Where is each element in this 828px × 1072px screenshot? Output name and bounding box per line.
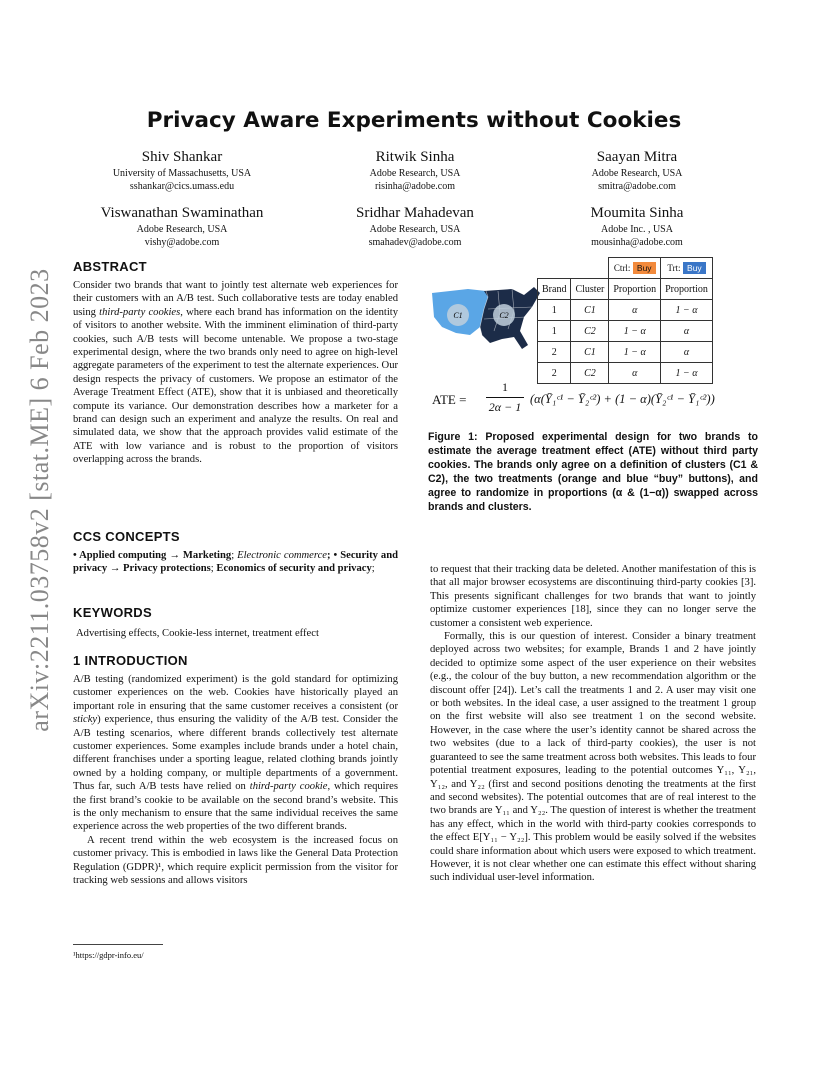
blue-buy-button: Buy [683,262,706,274]
author-block [295,148,535,193]
abstract-heading: ABSTRACT [73,259,147,274]
arxiv-id: arXiv:2211.03758v2 [stat.ME] 6 Feb 2023 [25,268,54,732]
author-affiliation: Adobe Research, USA [369,224,461,235]
abstract-text [73,279,398,467]
ctrl-header [609,258,661,279]
author-email: risinha@adobe.com [374,181,456,192]
intro-emphasis: sticky [73,714,98,726]
intro-text-part: ) experience, thus ensuring the validity of the A/B test. Consider the A/B testing scenarios, where different brands collectively test alternate customer experiences. Some examples include brands under a hotel chain, different franchises under a sporting league, related clothing brands jointly owned by a holding company, or multiple departments of a government. Thus far, such A/B tests have relied on [73,714,398,793]
table-cell: C2 [571,321,609,342]
author-affiliation: Adobe Research, USA [591,168,683,179]
ccs-heading: CCS CONCEPTS [73,529,180,544]
abstract-text-part: Consider two brands that want to jointly test alternate web experiences for their customers with an A/B test. Such collaborative tests are today enabled using [73,280,398,318]
author-name: Saayan Mitra [596,149,678,165]
table-cell: 1 − α [661,300,713,321]
author-block [62,148,302,193]
author-block [295,204,535,249]
author-name: Sridhar Mahadevan [356,205,474,221]
formula-rhs: (α(Ȳ₁ᶜ¹ − Ȳ₂ᶜ²) + (1 − α)(Ȳ₂ᶜ¹ − Ȳ₁ᶜ²)) [530,392,715,406]
ccs-sep: ; [231,550,238,561]
table-cell: 1 − α [609,342,661,363]
paragraph: Formally, this is our question of interest. Consider a binary treatment deployed across two websites; for example, Brands 1 and 2 have jointly decided to optimize some aspect of the user experience on their websites (e.g., the colour of the buy button, a new recommendation algorithm or the discount offer [24]). Let’s call the treatments 1 and 2. A user may visit one or both websites. In the ideal case, a user assigned to the treatment 1 group on the first website will also see treatment 1 on the second website. However, in the case where the user’s identity cannot be shared across the two websites (due to a lack of third-party cookies), the user is not guaranteed to see the same treatment across both websites. This leads to four potential treatment exposures, leading to the potential outcomes Y₁₁, Y₂₁, Y₁₂, and Y₂₂ (first and second positions denoting the treatments at the first and second websites). The potential outcomes that are of real interest to the two brands are Y₁₁ and Y₂₂. The question of interest is whether the treatment has any effect, which in the world with third-party cookies corresponds to the effect E[Y₁₁ − Y₂₂]. This problem would be easily solved if the websites could share information about which users were exposed to which treatment. However, it is not clear whether one can estimate this effect without sharing such individual user-level information. [430,631,756,884]
author-email: smitra@adobe.com [598,181,676,192]
keywords-heading: KEYWORDS [73,605,152,620]
table-header-cell: Proportion [609,279,661,300]
figure-caption: Figure 1: Proposed experimental design for two brands to estimate the average treatment effect (ATE) without third party cookies. The brands only agree on a definition of clusters (C1 & C2), the two treatments (orange and blue “buy” buttons), and agree to randomize in proportions (α & (1−α)) swapped across brands and clusters. [428,431,758,513]
paragraph: to request that their tracking data be deleted. Another manifestation of this is that all major browser ecosystems are discontinuing third-party cookies [3]. This presents significant challenges for two brands that want to jointly optimize customer experiences [18], since they can no longer serve the customer a consistent web experience. [430,564,756,629]
us-map [428,283,546,353]
table-cell: 2 [538,363,571,384]
author-name: Moumita Sinha [590,205,684,221]
ccs-sep: ; [210,563,217,575]
fraction-bar [486,397,524,398]
table-cell: α [661,321,713,342]
trt-header [661,258,713,279]
trt-label: Trt: [667,263,681,273]
ccs-concept: ; • Security and privacy → Privacy protections [73,550,399,575]
author-name: Shiv Shankar [141,149,223,165]
ccs-concept: • Applied computing → Marketing [73,550,232,561]
table-row [538,342,713,363]
author-affiliation: University of Massachusetts, USA [112,168,252,179]
intro-text-part: , which requires the first brand’s cookie to be available on the second brand’s website. This is the only mechanism to ensure that the same individual receives the same experience across the web properties of the two different brands. [73,781,398,833]
map-c2-label: C2 [499,311,509,320]
author-affiliation: Adobe Research, USA [369,168,461,179]
intro-text-part: A/B testing (randomized experiment) is the gold standard for optimizing customer experiences on the web. Cookies have historically played an important role in ensuring that the same customer receives a consistent (or [73,674,398,712]
ccs-text [73,549,398,576]
author-email: mousinha@adobe.com [591,237,683,248]
ctrl-label: Ctrl: [613,263,631,273]
table-cell: 1 [538,300,571,321]
table-header-cell: Proportion [661,279,713,300]
author-affiliation: Adobe Inc. , USA [601,224,673,235]
author-name: Viswanathan Swaminathan [100,205,264,221]
right-column-text [430,563,756,885]
author-name: Ritwik Sinha [375,149,455,165]
table-cell: C2 [571,363,609,384]
intro-text [73,673,398,888]
footnote-rule [73,944,163,945]
keywords-text: Advertising effects, Cookie-less internet, treatment effect [76,628,319,639]
assignment-table [537,257,713,384]
blank-cell [538,258,571,279]
author-block [517,148,757,193]
table-cell: α [661,342,713,363]
author-email: smahadev@adobe.com [368,237,462,248]
intro-heading: 1 INTRODUCTION [73,653,188,668]
table-cell: 1 − α [661,363,713,384]
table-row [538,321,713,342]
table-header-cell: Cluster [571,279,609,300]
abstract-emphasis: third-party cookies [99,306,181,318]
formula-lhs: ATE = [432,392,467,407]
table-cell: 2 [538,342,571,363]
abstract-text-part: , where each brand has information on the identity of visitors to another website. With the imminent elimination of third-party cookies, such A/B tests will become untenable. We propose a two-stage experimental design, where the two brands only need to agree on high-level aggregate parameters of the experiment to test the alternate experiences. Our design respects the privacy of customers. We propose an estimator of the Average Treatment Effect (ATE), show that it is unbiased and theoretically compute its variance. Our demonstration describes how a marketer for a brand can design such an experiment and analyze the results. On real and simulated data, we show that the approach provides valid estimate of the ATE with low variance and is robust to the proportion of visitors overlapping across the brands. [73,306,399,466]
intro-paragraph: A recent trend within the web ecosystem is the increased focus on customer privacy. This is embodied in laws like the General Data Protection Regulation (GDPR)¹, which require explicit permission from the visitor for tracking web sessions and allows visitors [73,834,398,887]
ccs-concept: Electronic commerce [237,550,328,561]
blank-cell [571,258,609,279]
orange-buy-button: Buy [633,262,656,274]
ccs-concept: Economics of security and privacy [216,563,372,575]
intro-emphasis: third-party cookie [249,781,328,793]
formula-denominator: 2α − 1 [488,400,522,414]
table-row [538,300,713,321]
table-cell: 1 [538,321,571,342]
table-cell: α [609,363,661,384]
ccs-sep: ; [371,563,375,575]
author-block [62,204,302,249]
map-c1-label: C1 [453,311,463,320]
footnote: ¹https://gdpr-info.eu/ [73,950,144,960]
paper-title: Privacy Aware Experiments without Cookies [146,108,682,133]
arxiv-sidebar [10,268,70,732]
formula-numerator: 1 [502,380,508,394]
table-cell: C1 [571,342,609,363]
author-affiliation: Adobe Research, USA [136,224,228,235]
author-block [517,204,757,249]
table-cell: C1 [571,300,609,321]
author-email: vishy@adobe.com [144,237,220,248]
table-cell: 1 − α [609,321,661,342]
author-email: sshankar@cics.umass.edu [129,181,235,192]
table-header-cell: Brand [538,279,571,300]
ate-formula [428,380,763,420]
table-cell: α [609,300,661,321]
